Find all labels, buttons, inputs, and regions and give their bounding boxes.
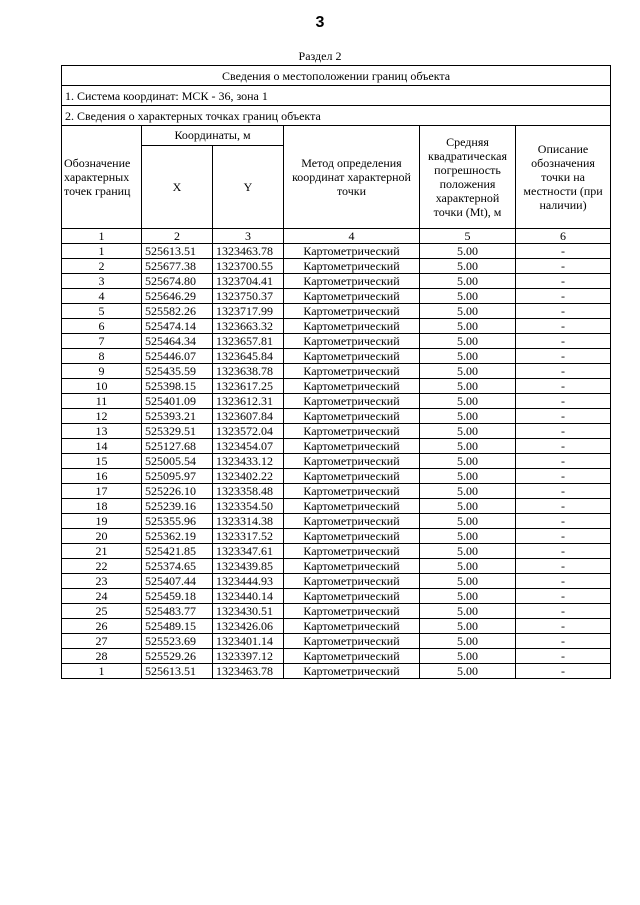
y-coordinate-cell: 1323463.78 bbox=[213, 664, 284, 679]
y-coordinate-cell: 1323607.84 bbox=[213, 409, 284, 424]
description-cell: - bbox=[516, 559, 611, 574]
y-coordinate-cell: 1323717.99 bbox=[213, 304, 284, 319]
x-coordinate-cell: 525226.10 bbox=[142, 484, 213, 499]
description-cell: - bbox=[516, 484, 611, 499]
x-coordinate-cell: 525646.29 bbox=[142, 289, 213, 304]
table-row bbox=[62, 664, 611, 679]
x-coordinate-cell: 525446.07 bbox=[142, 349, 213, 364]
table-row bbox=[62, 394, 611, 409]
point-number-cell: 24 bbox=[62, 589, 142, 604]
error-cell: 5.00 bbox=[420, 649, 516, 664]
y-coordinate-cell: 1323700.55 bbox=[213, 259, 284, 274]
x-coordinate-cell: 525362.19 bbox=[142, 529, 213, 544]
point-number-cell: 25 bbox=[62, 604, 142, 619]
column-number: 4 bbox=[284, 229, 420, 244]
description-cell: - bbox=[516, 244, 611, 259]
x-coordinate-cell: 525674.80 bbox=[142, 274, 213, 289]
description-cell: - bbox=[516, 469, 611, 484]
description-cell: - bbox=[516, 514, 611, 529]
section-title: Раздел 2 bbox=[298, 49, 342, 63]
x-coordinate-cell: 525401.09 bbox=[142, 394, 213, 409]
point-number-cell: 28 bbox=[62, 649, 142, 664]
method-cell: Картометрический bbox=[284, 559, 420, 574]
y-coordinate-cell: 1323347.61 bbox=[213, 544, 284, 559]
method-cell: Картометрический bbox=[284, 649, 420, 664]
point-number-cell: 12 bbox=[62, 409, 142, 424]
column-numbers-row bbox=[62, 229, 611, 244]
y-coordinate-cell: 1323617.25 bbox=[213, 379, 284, 394]
table-row bbox=[62, 529, 611, 544]
y-coordinate-cell: 1323750.37 bbox=[213, 289, 284, 304]
point-number-cell: 8 bbox=[62, 349, 142, 364]
error-cell: 5.00 bbox=[420, 484, 516, 499]
error-cell: 5.00 bbox=[420, 589, 516, 604]
y-coordinate-cell: 1323401.14 bbox=[213, 634, 284, 649]
x-coordinate-cell: 525483.77 bbox=[142, 604, 213, 619]
y-coordinate-cell: 1323433.12 bbox=[213, 454, 284, 469]
x-coordinate-cell: 525421.85 bbox=[142, 544, 213, 559]
table-body bbox=[62, 244, 611, 679]
coordinate-system: 1. Система координат: МСК - 36, зона 1 bbox=[62, 86, 611, 106]
x-coordinate-cell: 525374.65 bbox=[142, 559, 213, 574]
error-cell: 5.00 bbox=[420, 664, 516, 679]
table-row bbox=[62, 334, 611, 349]
error-cell: 5.00 bbox=[420, 364, 516, 379]
error-cell: 5.00 bbox=[420, 634, 516, 649]
error-cell: 5.00 bbox=[420, 499, 516, 514]
point-number-cell: 5 bbox=[62, 304, 142, 319]
y-coordinate-cell: 1323426.06 bbox=[213, 619, 284, 634]
error-cell: 5.00 bbox=[420, 424, 516, 439]
method-cell: Картометрический bbox=[284, 589, 420, 604]
method-cell: Картометрический bbox=[284, 274, 420, 289]
error-cell: 5.00 bbox=[420, 259, 516, 274]
x-coordinate-cell: 525613.51 bbox=[142, 664, 213, 679]
table-row bbox=[62, 319, 611, 334]
point-number-cell: 6 bbox=[62, 319, 142, 334]
table-row bbox=[62, 514, 611, 529]
y-coordinate-cell: 1323314.38 bbox=[213, 514, 284, 529]
x-coordinate-cell: 525127.68 bbox=[142, 439, 213, 454]
description-cell: - bbox=[516, 604, 611, 619]
boundary-points-table bbox=[61, 65, 611, 679]
x-coordinate-cell: 525407.44 bbox=[142, 574, 213, 589]
description-cell: - bbox=[516, 619, 611, 634]
x-coordinate-cell: 525459.18 bbox=[142, 589, 213, 604]
x-coordinate-cell: 525464.34 bbox=[142, 334, 213, 349]
x-coordinate-cell: 525329.51 bbox=[142, 424, 213, 439]
error-cell: 5.00 bbox=[420, 379, 516, 394]
x-coordinate-cell: 525474.14 bbox=[142, 319, 213, 334]
method-cell: Картометрический bbox=[284, 469, 420, 484]
x-coordinate-cell: 525523.69 bbox=[142, 634, 213, 649]
method-cell: Картометрический bbox=[284, 619, 420, 634]
x-coordinate-cell: 525529.26 bbox=[142, 649, 213, 664]
point-number-cell: 2 bbox=[62, 259, 142, 274]
column-number: 2 bbox=[142, 229, 213, 244]
method-cell: Картометрический bbox=[284, 259, 420, 274]
table-row bbox=[62, 559, 611, 574]
table-row bbox=[62, 289, 611, 304]
point-number-cell: 13 bbox=[62, 424, 142, 439]
column-number: 1 bbox=[62, 229, 142, 244]
header-description: Описание обозначения точки на местности (при наличии) bbox=[516, 126, 611, 229]
header-point-designation: Обозначение характерных точек границ bbox=[62, 126, 142, 229]
x-coordinate-cell: 525239.16 bbox=[142, 499, 213, 514]
table-row bbox=[62, 274, 611, 289]
point-number-cell: 7 bbox=[62, 334, 142, 349]
method-cell: Картометрический bbox=[284, 244, 420, 259]
error-cell: 5.00 bbox=[420, 304, 516, 319]
y-coordinate-cell: 1323402.22 bbox=[213, 469, 284, 484]
y-coordinate-cell: 1323430.51 bbox=[213, 604, 284, 619]
column-number: 3 bbox=[213, 229, 284, 244]
description-cell: - bbox=[516, 379, 611, 394]
point-number-cell: 15 bbox=[62, 454, 142, 469]
table-row bbox=[62, 499, 611, 514]
error-cell: 5.00 bbox=[420, 409, 516, 424]
point-number-cell: 1 bbox=[62, 664, 142, 679]
table-row bbox=[62, 604, 611, 619]
method-cell: Картометрический bbox=[284, 439, 420, 454]
description-cell: - bbox=[516, 409, 611, 424]
table-row bbox=[62, 244, 611, 259]
method-cell: Картометрический bbox=[284, 304, 420, 319]
description-cell: - bbox=[516, 349, 611, 364]
x-coordinate-cell: 525613.51 bbox=[142, 244, 213, 259]
error-cell: 5.00 bbox=[420, 469, 516, 484]
x-coordinate-cell: 525435.59 bbox=[142, 364, 213, 379]
error-cell: 5.00 bbox=[420, 529, 516, 544]
error-cell: 5.00 bbox=[420, 439, 516, 454]
x-coordinate-cell: 525393.21 bbox=[142, 409, 213, 424]
error-cell: 5.00 bbox=[420, 394, 516, 409]
y-coordinate-cell: 1323358.48 bbox=[213, 484, 284, 499]
points-section-title: 2. Сведения о характерных точках границ объекта bbox=[62, 106, 611, 126]
header-x: X bbox=[142, 145, 213, 228]
description-cell: - bbox=[516, 574, 611, 589]
table-row bbox=[62, 259, 611, 274]
table-row bbox=[62, 379, 611, 394]
table-row bbox=[62, 304, 611, 319]
x-coordinate-cell: 525582.26 bbox=[142, 304, 213, 319]
error-cell: 5.00 bbox=[420, 274, 516, 289]
error-cell: 5.00 bbox=[420, 454, 516, 469]
point-number-cell: 23 bbox=[62, 574, 142, 589]
method-cell: Картометрический bbox=[284, 529, 420, 544]
method-cell: Картометрический bbox=[284, 499, 420, 514]
y-coordinate-cell: 1323572.04 bbox=[213, 424, 284, 439]
point-number-cell: 4 bbox=[62, 289, 142, 304]
table-row bbox=[62, 589, 611, 604]
method-cell: Картометрический bbox=[284, 334, 420, 349]
error-cell: 5.00 bbox=[420, 244, 516, 259]
table-row bbox=[62, 574, 611, 589]
point-number-cell: 19 bbox=[62, 514, 142, 529]
y-coordinate-cell: 1323638.78 bbox=[213, 364, 284, 379]
table-caption: Сведения о местоположении границ объекта bbox=[62, 66, 611, 86]
x-coordinate-cell: 525677.38 bbox=[142, 259, 213, 274]
method-cell: Картометрический bbox=[284, 289, 420, 304]
table-row bbox=[62, 454, 611, 469]
x-coordinate-cell: 525489.15 bbox=[142, 619, 213, 634]
x-coordinate-cell: 525005.54 bbox=[142, 454, 213, 469]
method-cell: Картометрический bbox=[284, 364, 420, 379]
header-y: Y bbox=[213, 145, 284, 228]
method-cell: Картометрический bbox=[284, 319, 420, 334]
y-coordinate-cell: 1323440.14 bbox=[213, 589, 284, 604]
method-cell: Картометрический bbox=[284, 514, 420, 529]
y-coordinate-cell: 1323657.81 bbox=[213, 334, 284, 349]
point-number-cell: 21 bbox=[62, 544, 142, 559]
y-coordinate-cell: 1323704.41 bbox=[213, 274, 284, 289]
description-cell: - bbox=[516, 364, 611, 379]
description-cell: - bbox=[516, 289, 611, 304]
method-cell: Картометрический bbox=[284, 664, 420, 679]
table-row bbox=[62, 619, 611, 634]
method-cell: Картометрический bbox=[284, 544, 420, 559]
table-row bbox=[62, 469, 611, 484]
method-cell: Картометрический bbox=[284, 394, 420, 409]
error-cell: 5.00 bbox=[420, 604, 516, 619]
x-coordinate-cell: 525355.96 bbox=[142, 514, 213, 529]
header-error: Средняя квадратическая погрешность положения характерной точки (Mt), м bbox=[420, 126, 516, 229]
error-cell: 5.00 bbox=[420, 559, 516, 574]
y-coordinate-cell: 1323439.85 bbox=[213, 559, 284, 574]
description-cell: - bbox=[516, 634, 611, 649]
y-coordinate-cell: 1323612.31 bbox=[213, 394, 284, 409]
point-number-cell: 14 bbox=[62, 439, 142, 454]
method-cell: Картометрический bbox=[284, 574, 420, 589]
point-number-cell: 1 bbox=[62, 244, 142, 259]
header-method: Метод определения координат характерной точки bbox=[284, 126, 420, 229]
x-coordinate-cell: 525095.97 bbox=[142, 469, 213, 484]
description-cell: - bbox=[516, 424, 611, 439]
description-cell: - bbox=[516, 439, 611, 454]
description-cell: - bbox=[516, 274, 611, 289]
description-cell: - bbox=[516, 454, 611, 469]
error-cell: 5.00 bbox=[420, 574, 516, 589]
point-number-cell: 26 bbox=[62, 619, 142, 634]
page-number: 3 bbox=[315, 14, 325, 31]
description-cell: - bbox=[516, 304, 611, 319]
y-coordinate-cell: 1323354.50 bbox=[213, 499, 284, 514]
y-coordinate-cell: 1323463.78 bbox=[213, 244, 284, 259]
point-number-cell: 9 bbox=[62, 364, 142, 379]
method-cell: Картометрический bbox=[284, 379, 420, 394]
table-row bbox=[62, 634, 611, 649]
table-row bbox=[62, 409, 611, 424]
point-number-cell: 3 bbox=[62, 274, 142, 289]
error-cell: 5.00 bbox=[420, 544, 516, 559]
description-cell: - bbox=[516, 664, 611, 679]
point-number-cell: 27 bbox=[62, 634, 142, 649]
description-cell: - bbox=[516, 319, 611, 334]
description-cell: - bbox=[516, 529, 611, 544]
error-cell: 5.00 bbox=[420, 619, 516, 634]
table-row bbox=[62, 484, 611, 499]
y-coordinate-cell: 1323645.84 bbox=[213, 349, 284, 364]
table-row bbox=[62, 544, 611, 559]
y-coordinate-cell: 1323317.52 bbox=[213, 529, 284, 544]
method-cell: Картометрический bbox=[284, 484, 420, 499]
table-row bbox=[62, 364, 611, 379]
table-row bbox=[62, 349, 611, 364]
x-coordinate-cell: 525398.15 bbox=[142, 379, 213, 394]
description-cell: - bbox=[516, 259, 611, 274]
description-cell: - bbox=[516, 589, 611, 604]
table-row bbox=[62, 439, 611, 454]
y-coordinate-cell: 1323397.12 bbox=[213, 649, 284, 664]
point-number-cell: 18 bbox=[62, 499, 142, 514]
method-cell: Картометрический bbox=[284, 409, 420, 424]
column-number: 6 bbox=[516, 229, 611, 244]
table-row bbox=[62, 649, 611, 664]
point-number-cell: 11 bbox=[62, 394, 142, 409]
error-cell: 5.00 bbox=[420, 514, 516, 529]
point-number-cell: 20 bbox=[62, 529, 142, 544]
error-cell: 5.00 bbox=[420, 349, 516, 364]
error-cell: 5.00 bbox=[420, 319, 516, 334]
method-cell: Картометрический bbox=[284, 349, 420, 364]
description-cell: - bbox=[516, 649, 611, 664]
y-coordinate-cell: 1323663.32 bbox=[213, 319, 284, 334]
y-coordinate-cell: 1323444.93 bbox=[213, 574, 284, 589]
method-cell: Картометрический bbox=[284, 454, 420, 469]
point-number-cell: 16 bbox=[62, 469, 142, 484]
point-number-cell: 17 bbox=[62, 484, 142, 499]
method-cell: Картометрический bbox=[284, 424, 420, 439]
error-cell: 5.00 bbox=[420, 334, 516, 349]
error-cell: 5.00 bbox=[420, 289, 516, 304]
description-cell: - bbox=[516, 334, 611, 349]
description-cell: - bbox=[516, 499, 611, 514]
point-number-cell: 22 bbox=[62, 559, 142, 574]
column-number: 5 bbox=[420, 229, 516, 244]
description-cell: - bbox=[516, 394, 611, 409]
table-row bbox=[62, 424, 611, 439]
y-coordinate-cell: 1323454.07 bbox=[213, 439, 284, 454]
method-cell: Картометрический bbox=[284, 604, 420, 619]
description-cell: - bbox=[516, 544, 611, 559]
point-number-cell: 10 bbox=[62, 379, 142, 394]
header-coordinates: Координаты, м bbox=[142, 126, 284, 146]
method-cell: Картометрический bbox=[284, 634, 420, 649]
